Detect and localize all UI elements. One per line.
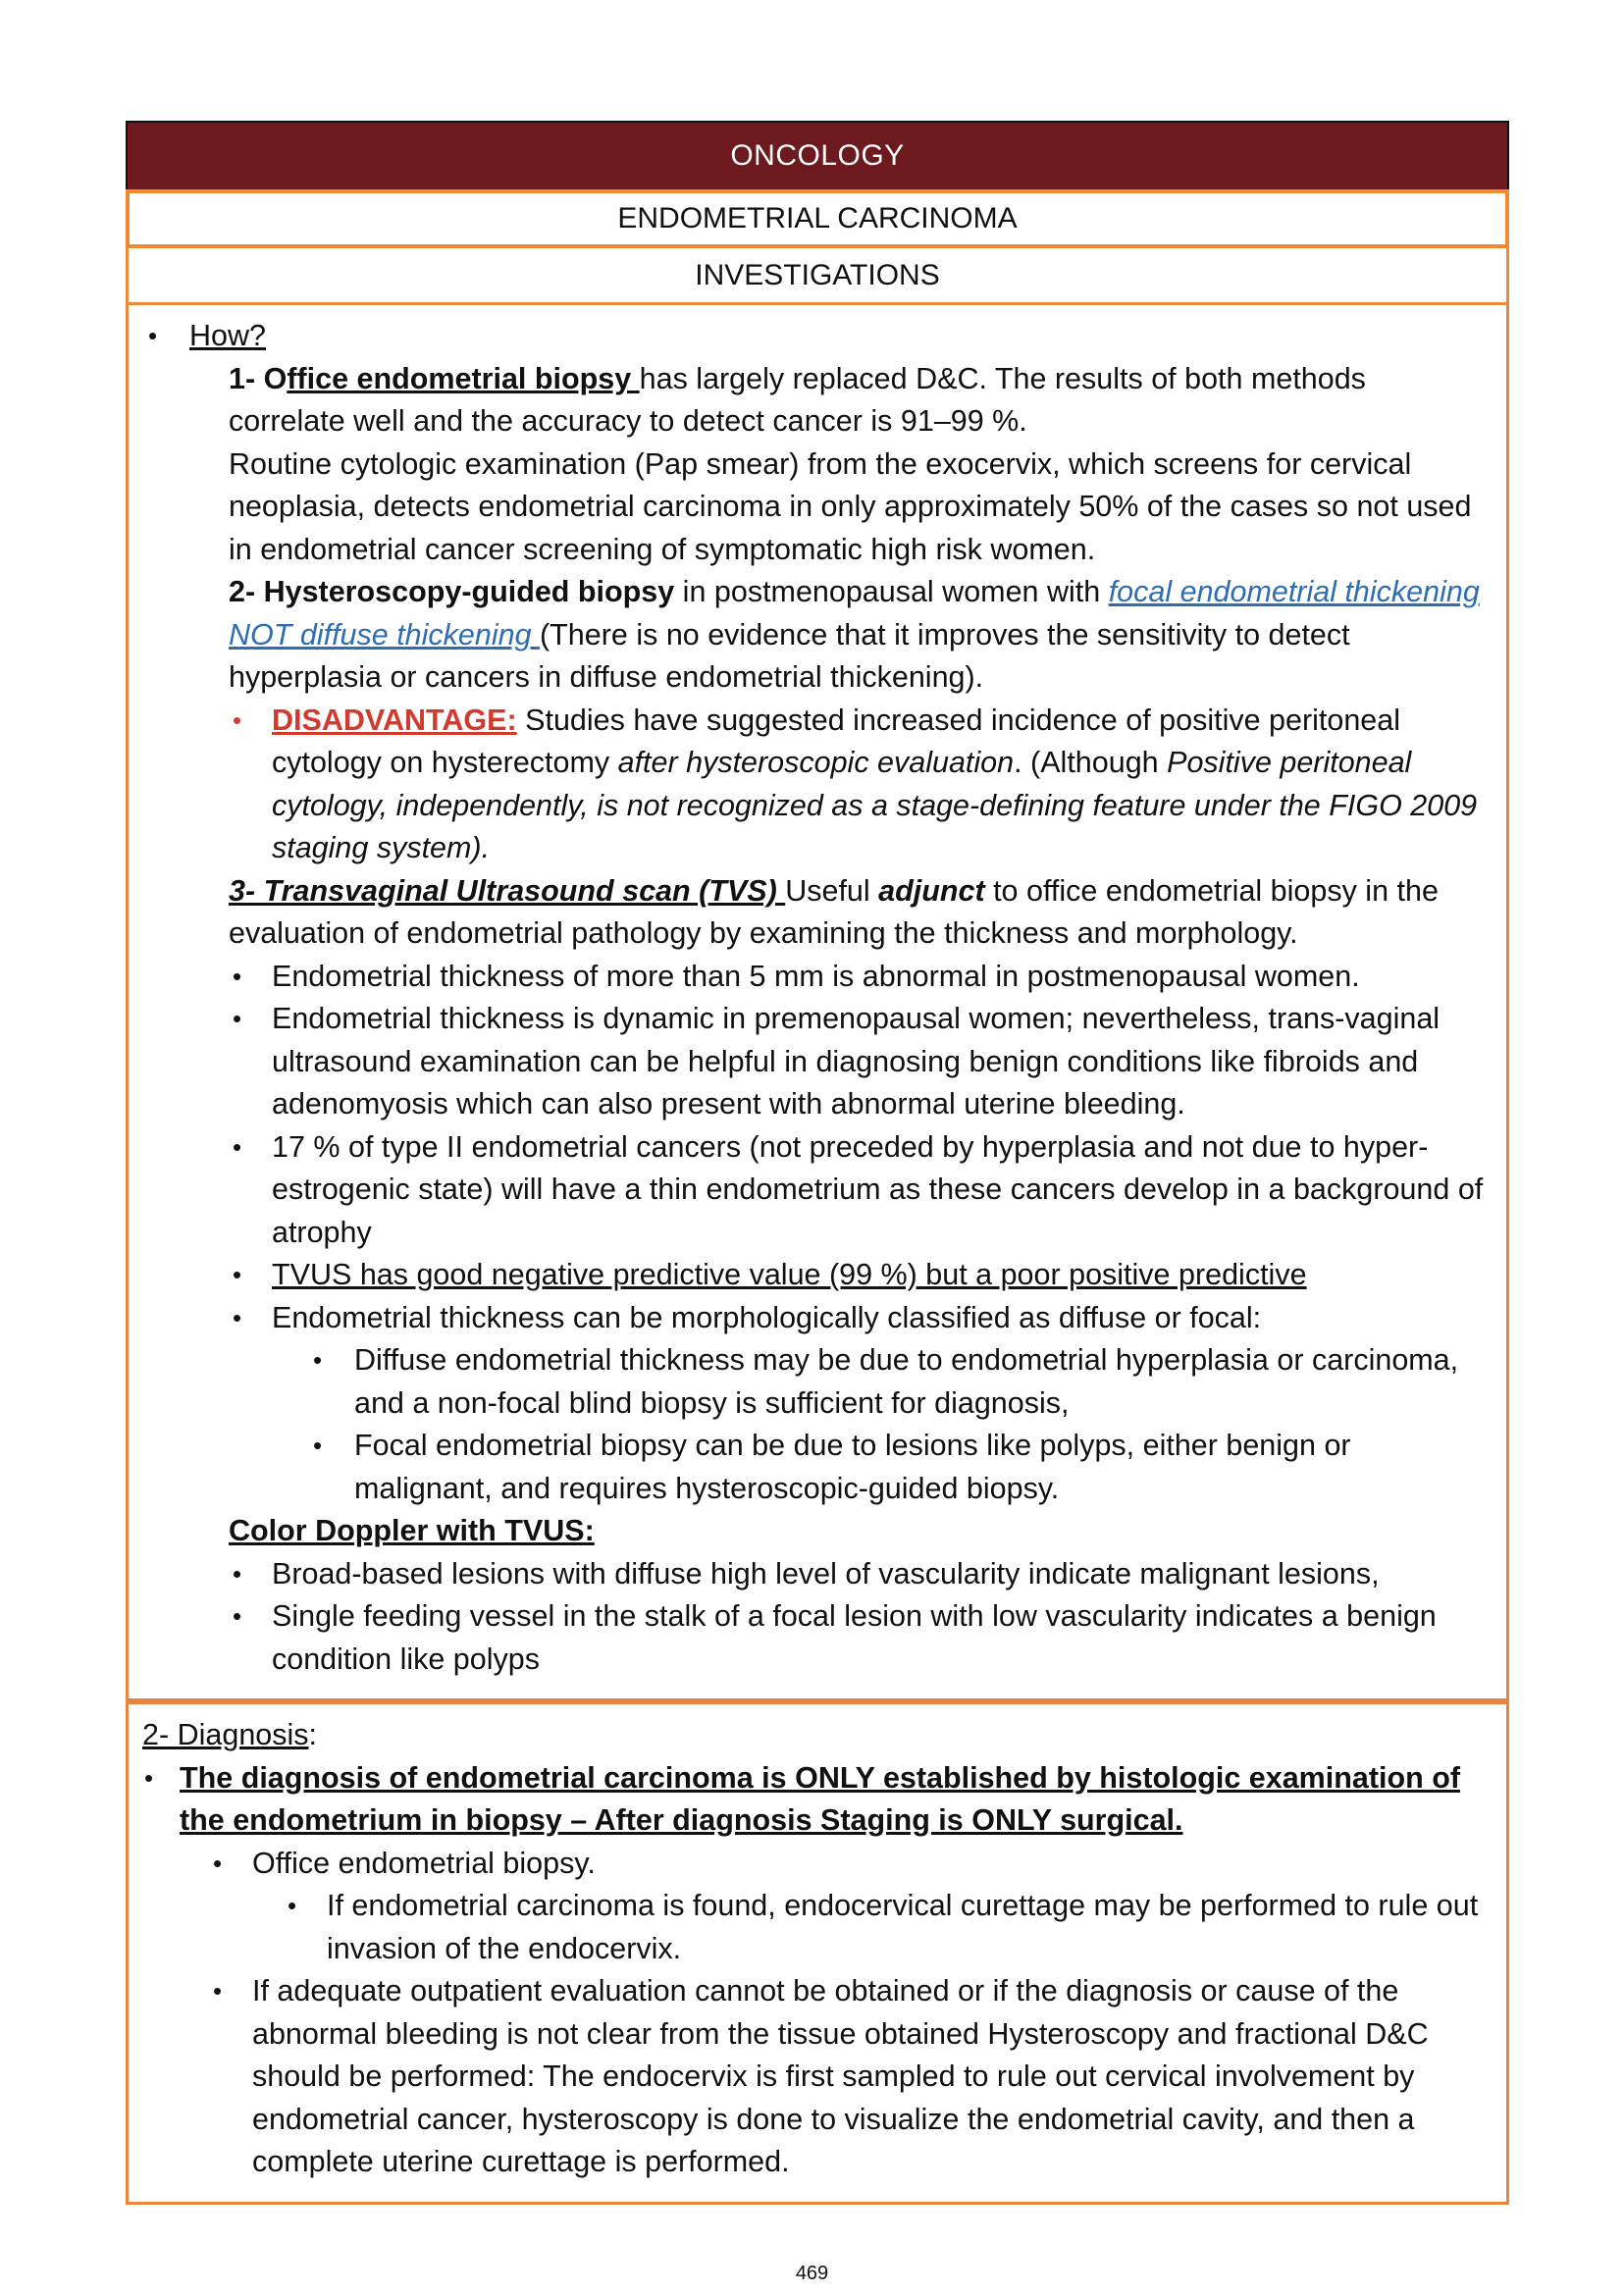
disadvantage-label: DISADVANTAGE: [272,703,517,737]
diagnosis-office-item: • Office endometrial biopsy. [142,1843,1489,1886]
how-item [146,315,1489,358]
tvs-title: 3- Transvaginal Ultrasound scan (TVS) [229,873,786,908]
hysteroscopy-note: (There is no evidence that it improves the sensitivity to detect hyperplasia or cancers in diffuse endometrial thickening). [229,617,1350,694]
tvs-bullet: • Endometrial thickness of more than 5 mm is abnormal in postmenopausal women. [146,956,1489,999]
disadvantage-italic-2: Positive peritoneal cytology, independently, is not recognized as a stage-defining feature under the FIGO 2009 staging system). [272,746,1478,864]
tvs-bullet: • Endometrial thickness is dynamic in premenopausal women; nevertheless, trans-vaginal ultrasound examination can be helpful in diagnosing benign conditions like fibroids and adenomyosis which can also present with abnormal uterine bleeding. [146,998,1489,1126]
page-number: 469 [795,2263,829,2284]
tvs-sub-bullet: • Diffuse endometrial thickness may be due to endometrial hyperplasia or carcinoma, and a non-focal blind biopsy is sufficient for diagnosis, [146,1339,1489,1425]
topic-header [126,189,1509,248]
document-page [126,121,1509,2205]
tvs-bullet [146,1254,1489,1297]
office-biopsy-number: 1- O [229,361,288,395]
doppler-bullet: • Broad-based lesions with diffuse high level of vascularity indicate malignant lesions, [146,1553,1489,1596]
tvs-paragraph [146,870,1489,956]
disadvantage-text: Studies have suggested increased incidence of positive peritoneal cytology on hysterectomy [272,703,1400,779]
disadvantage-item [146,700,1489,870]
office-biopsy-paragraph [146,358,1489,443]
tvs-bullet: • 17 % of type II endometrial cancers (not preceded by hyperplasia and not due to hyper-estrogenic state) will have a thin endometrium as these cancers develop in a background of atrophy [146,1126,1489,1255]
diagnosis-colon: : [308,1718,318,1751]
hysteroscopy-text: in postmenopausal women with [674,575,1109,608]
section-title: ONCOLOGY [730,139,905,172]
tvs-npv-text: TVUS has good negative predictive value (99 %) but a poor positive predictive [272,1258,1307,1291]
subtopic-header [126,248,1509,305]
investigations-box [126,305,1509,1701]
focal-thickening-link[interactable]: focal endometrial thickening NOT diffuse thickening [229,575,1480,652]
doppler-heading [146,1510,1489,1553]
diagnosis-adequate-item: • If adequate outpatient evaluation cannot be obtained or if the diagnosis or cause of the abnormal bleeding is not clear from the tissue obtained Hysteroscopy and fractional D&C should be performed: The endocervix is first sampled to rule out cervical involvement by endometrial cancer, hysteroscopy is done to visualize the endometrial cavity, and then a complete uterine curettage is performed. [142,1970,1489,2184]
diagnosis-heading [142,1714,1489,1757]
diagnosis-box [126,1701,1509,2205]
hysteroscopy-paragraph [146,571,1489,700]
pap-smear-paragraph: Routine cytologic examination (Pap smear) from the exocervix, which screens for cervical neoplasia, detects endometrial carcinoma in only approximately 50% of the cases so not used in endometrial cancer screening of symptomatic high risk women. [229,446,1472,566]
tvs-text: Useful [785,873,879,908]
tvs-text-2: to office endometrial biopsy in the evaluation of endometrial pathology by examining the thickness and morphology. [229,873,1439,950]
tvs-bullet: • Endometrial thickness can be morphologically classified as diffuse or focal: [146,1297,1489,1340]
subtopic-title: INVESTIGATIONS [695,258,940,291]
topic-title: ENDOMETRIAL CARCINOMA [617,202,1018,235]
tvs-sub-bullet: • Focal endometrial biopsy can be due to lesions like polyps, either benign or malignant, and requires hysteroscopic-guided biopsy. [146,1425,1489,1510]
doppler-title: Color Doppler with TVUS: [229,1514,595,1547]
section-header [126,121,1509,189]
tvs-adjunct: adjunct [878,873,985,908]
how-label: How? [189,319,266,352]
office-biopsy-text: has largely replaced D&C. The results of both methods correlate well and the accuracy to detect cancer is 91–99 %. [229,361,1366,438]
diagnosis-office-sub-item: • If endometrial carcinoma is found, endocervical curettage may be performed to rule out invasion of the endocervix. [142,1885,1489,1970]
office-biopsy-title: ffice endometrial biopsy [287,361,640,395]
diagnosis-main-item [142,1757,1489,1843]
diagnosis-main-text: The diagnosis of endometrial carcinoma is ONLY established by histologic examination of the endometrium in biopsy – After diagnosis Staging is ONLY surgical. [180,1760,1461,1837]
diagnosis-title: 2- Diagnosis [142,1718,309,1751]
disadvantage-italic: after hysteroscopic evaluation [617,746,1015,779]
doppler-bullet: • Single feeding vessel in the stalk of a focal lesion with low vascularity indicates a benign condition like polyps [146,1595,1489,1681]
disadvantage-text-2: . (Although [1014,746,1168,779]
hysteroscopy-title: 2- Hysteroscopy-guided biopsy [229,575,675,608]
